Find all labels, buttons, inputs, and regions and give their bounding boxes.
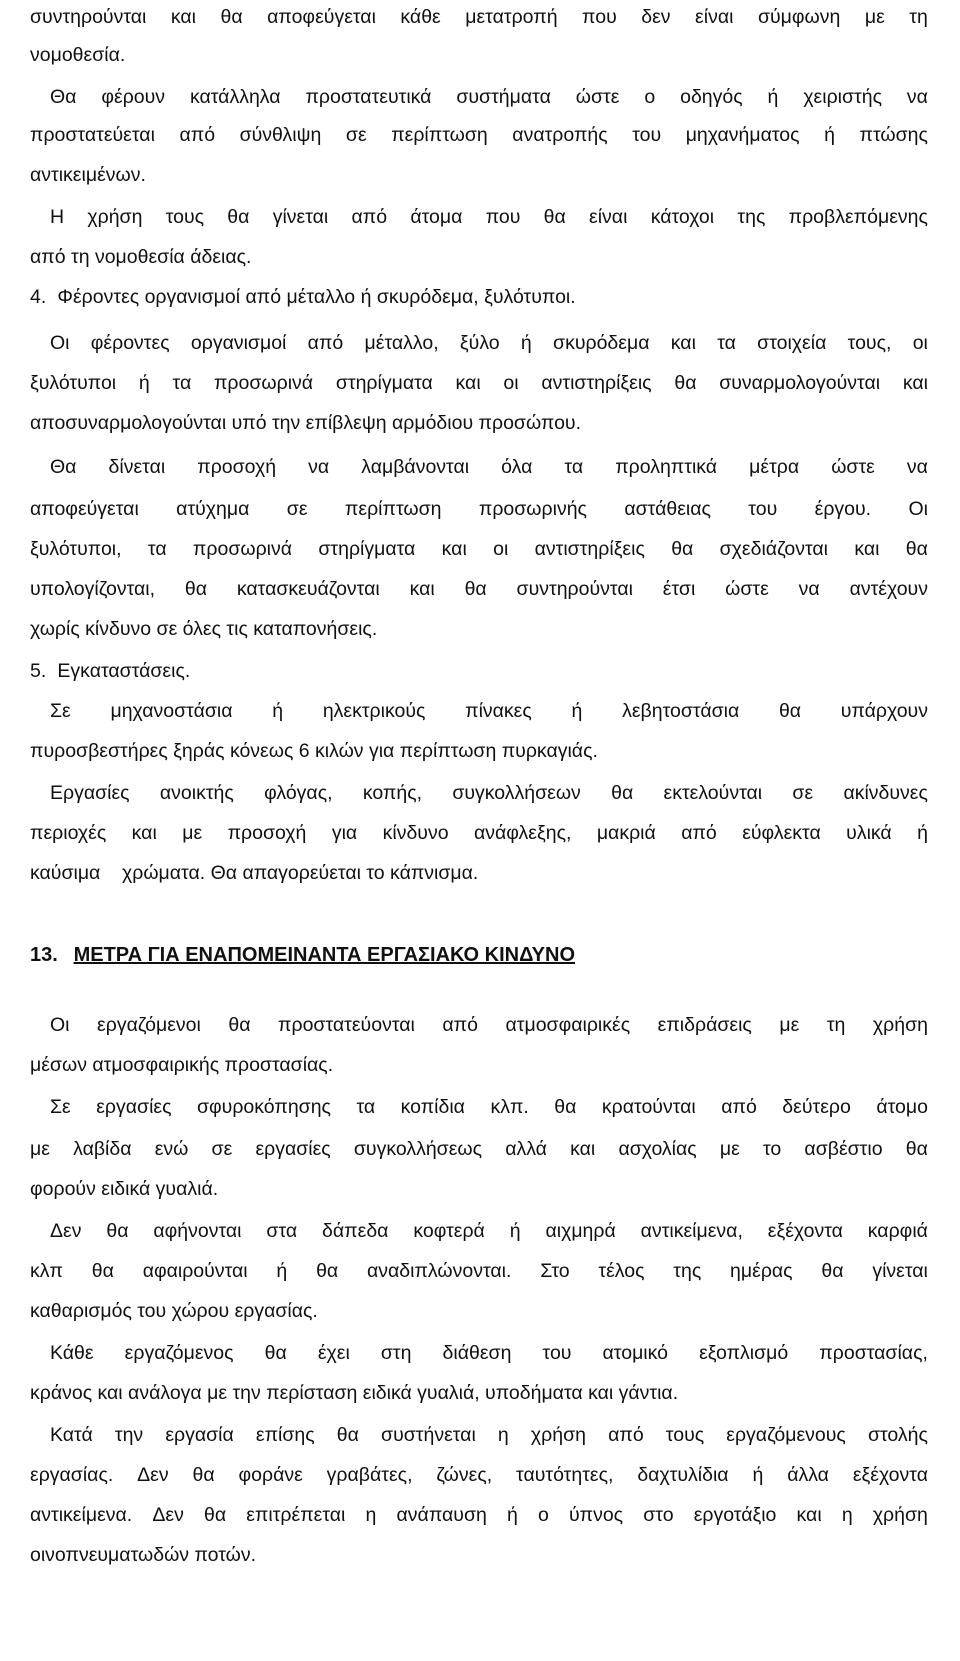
word: να <box>308 456 330 478</box>
word: εξέχοντα <box>767 1220 843 1242</box>
word: αφαιρούνται <box>142 1260 248 1282</box>
word: Δεν <box>137 1464 169 1486</box>
word: ανοικτής <box>159 782 234 804</box>
paragraph-line <box>50 1420 928 1450</box>
word: προσωρινά <box>192 538 293 560</box>
paragraph-line <box>30 1460 928 1490</box>
word: θα <box>674 372 697 394</box>
word: ξύλο <box>459 332 500 354</box>
word: είναι <box>589 206 628 228</box>
word: θα <box>203 1504 227 1526</box>
word: σε <box>792 782 814 804</box>
word: καρφιά <box>867 1220 928 1242</box>
word: θα <box>821 1260 844 1282</box>
word: του <box>632 124 662 146</box>
word: Δεν <box>152 1504 184 1526</box>
word: αντέχουν <box>849 578 928 600</box>
word: θα <box>106 1220 129 1242</box>
word: ύπνος <box>568 1504 624 1526</box>
word: ή <box>138 372 150 394</box>
word: ημέρας <box>730 1260 793 1282</box>
word: κρατούνται <box>601 1096 696 1118</box>
word: μετατροπή <box>465 6 558 28</box>
word: γίνεται <box>272 206 329 228</box>
word: από <box>442 1014 478 1036</box>
word: ή <box>509 1220 521 1242</box>
paragraph-line <box>50 202 928 232</box>
word: από <box>351 206 388 228</box>
word: αναδιπλώνονται. <box>366 1260 512 1282</box>
word: από <box>307 332 344 354</box>
word: με <box>30 1138 50 1160</box>
word: τα <box>172 372 192 394</box>
word: χρήση <box>872 1504 928 1526</box>
paragraph-line: νομοθεσία. <box>30 44 126 66</box>
word: ή <box>520 332 532 354</box>
word: λαβίδα <box>73 1138 132 1160</box>
word: από <box>179 124 216 146</box>
word: γραβάτες, <box>326 1464 413 1486</box>
word: επίσης <box>255 1424 315 1446</box>
paragraph-line <box>50 778 928 808</box>
word: φλόγας, <box>264 782 333 804</box>
word: κλπ <box>30 1260 63 1282</box>
word: συναρμολογούνται <box>719 372 881 394</box>
word: οι <box>912 332 928 354</box>
word: θα <box>778 700 802 722</box>
word: προβλεπόμενης <box>788 206 928 228</box>
paragraph-line <box>30 368 928 398</box>
word: το <box>762 1138 782 1160</box>
word: με <box>779 1014 800 1036</box>
word: και <box>455 372 481 394</box>
word: της <box>673 1260 702 1282</box>
word: τη <box>826 1014 846 1036</box>
word: Σε <box>50 700 71 722</box>
word: κοπίδια <box>400 1096 465 1118</box>
word: θα <box>316 1260 339 1282</box>
word: θα <box>464 578 487 600</box>
word: τέλος <box>598 1260 645 1282</box>
word: οργανισμοί <box>190 332 287 354</box>
word: ανάπαυση <box>396 1504 487 1526</box>
word: Κατά <box>50 1424 93 1446</box>
word: κατάλληλα <box>189 86 281 108</box>
word: ατύχημα <box>176 498 250 520</box>
word: στολής <box>867 1424 928 1446</box>
word: μηχανήματος <box>685 124 800 146</box>
word: εργασίες <box>96 1096 172 1118</box>
word: αντικείμενα, <box>640 1220 743 1242</box>
word: ή <box>752 1464 764 1486</box>
word: ή <box>824 124 835 146</box>
word: προσωρινά <box>213 372 314 394</box>
word: μηχανοστάσια <box>110 700 233 722</box>
word: ώστε <box>831 456 875 478</box>
word: ακίνδυνες <box>843 782 928 804</box>
word: θα <box>228 1014 251 1036</box>
word: λεβητοστάσια <box>622 700 740 722</box>
word: ο <box>537 1504 549 1526</box>
paragraph-line <box>30 494 928 524</box>
word: για <box>331 822 358 844</box>
word: αιχμηρά <box>545 1220 616 1242</box>
word: ενώ <box>154 1138 189 1160</box>
word: αποφεύγεται <box>267 6 376 28</box>
word: δεν <box>641 6 671 28</box>
word: σκυρόδεμα <box>553 332 650 354</box>
paragraph-line <box>30 1500 928 1530</box>
paragraph-line: καθαρισμός του χώρου εργασίας. <box>30 1300 318 1322</box>
word: όλα <box>501 456 533 478</box>
word: κίνδυνο <box>382 822 449 844</box>
word: προσωρινής <box>478 498 587 520</box>
paragraph-line: φορούν ειδικά γυαλιά. <box>30 1178 219 1200</box>
word: φέροντες <box>90 332 170 354</box>
word: ανάφλεξης, <box>473 822 572 844</box>
word: υπάρχουν <box>840 700 928 722</box>
word: σε <box>286 498 308 520</box>
list-item-heading <box>30 282 928 312</box>
word: θα <box>554 1096 577 1118</box>
word: ξυλότυποι, <box>30 538 122 560</box>
word: ή <box>767 86 779 108</box>
word: και <box>441 538 467 560</box>
paragraph-line <box>30 818 928 848</box>
word: θα <box>184 578 208 600</box>
word: προστασίας, <box>819 1342 928 1364</box>
word: στηρίγματα <box>318 538 416 560</box>
word: χειριστής <box>803 86 882 108</box>
word: χρήση <box>872 1014 928 1036</box>
paragraph-line <box>50 452 928 482</box>
word: τη <box>909 6 928 28</box>
word: προσοχή <box>227 822 307 844</box>
word: έτσι <box>662 578 696 600</box>
word: κατασκευάζονται <box>236 578 380 600</box>
word: ο <box>644 86 656 108</box>
word: οδηγός <box>680 86 743 108</box>
word: Σε <box>50 1096 71 1118</box>
word: η <box>497 1424 509 1446</box>
word: Οι <box>50 332 70 354</box>
word: στο <box>643 1504 674 1526</box>
word: κλπ. <box>490 1096 529 1118</box>
word: θα <box>91 1260 114 1282</box>
word: συστήνεται <box>381 1424 476 1446</box>
word: δαχτυλίδια <box>637 1464 729 1486</box>
word: και <box>854 538 880 560</box>
word: ζώνες, <box>436 1464 493 1486</box>
word: του <box>542 1342 572 1364</box>
word: γίνεται <box>872 1260 928 1282</box>
word: προστατευτικά <box>305 86 432 108</box>
word: δάπεδα <box>322 1220 389 1242</box>
word: της <box>737 206 766 228</box>
word: τους <box>165 206 205 228</box>
word: έχει <box>317 1342 350 1364</box>
word: ηλεκτρικούς <box>322 700 426 722</box>
word: αντιστηρίξεις <box>534 538 645 560</box>
word: συστήματα <box>456 86 551 108</box>
word: συντηρούνται <box>516 578 633 600</box>
word: δίνεται <box>108 456 166 478</box>
paragraph-line <box>30 2 928 32</box>
word: ή <box>571 700 583 722</box>
word: άλλα <box>787 1464 829 1486</box>
word: υλικά <box>846 822 892 844</box>
paragraph-line: μέσων ατμοσφαιρικής προστασίας. <box>30 1054 334 1076</box>
word: ατομικό <box>602 1342 669 1364</box>
paragraph-line: κράνος και ανάλογα με την περίσταση ειδικά γυαλιά, υποδήματα και γάντια. <box>30 1382 679 1404</box>
word: θα <box>336 1424 359 1446</box>
word: εργασία <box>165 1424 234 1446</box>
word: να <box>906 86 928 108</box>
word: με <box>182 822 203 844</box>
word: περιοχές <box>30 822 107 844</box>
word: και <box>570 1138 596 1160</box>
word: η <box>841 1504 853 1526</box>
word: προστατεύεται <box>30 124 155 146</box>
word: Κάθε <box>50 1342 94 1364</box>
word: με <box>864 6 885 28</box>
word: που <box>582 6 617 28</box>
word: θα <box>905 538 928 560</box>
paragraph-line <box>50 1092 928 1122</box>
word: διάθεση <box>442 1342 512 1364</box>
word: εργασίας. <box>30 1464 114 1486</box>
word: τα <box>564 456 584 478</box>
list-item-heading <box>30 656 928 686</box>
word: στη <box>380 1342 412 1364</box>
word: τους <box>665 1424 705 1446</box>
word: και <box>131 822 157 844</box>
word: και <box>902 372 928 394</box>
word: επιδράσεις <box>657 1014 752 1036</box>
word: έργου. <box>814 498 872 520</box>
word: ή <box>272 700 284 722</box>
word: στοιχεία <box>757 332 827 354</box>
word: συγκολλήσεως <box>353 1138 483 1160</box>
word: θα <box>220 6 243 28</box>
word: συγκολλήσεων <box>452 782 581 804</box>
word: ατμοσφαιρικές <box>505 1014 631 1036</box>
paragraph-line <box>30 574 928 604</box>
word: ή <box>506 1504 518 1526</box>
word: δεύτερο <box>782 1096 851 1118</box>
word: εκτελούνται <box>663 782 763 804</box>
word: εργαζόμενος <box>124 1342 234 1364</box>
paragraph-line: χωρίς κίνδυνο σε όλες τις καταπονήσεις. <box>30 618 378 640</box>
word: κοπής, <box>362 782 423 804</box>
word: του <box>748 498 778 520</box>
word: ασχολίας <box>618 1138 697 1160</box>
word: πίνακες <box>465 700 532 722</box>
paragraph-line <box>50 328 928 358</box>
word: προσοχή <box>197 456 277 478</box>
section-title: ΜΕΤΡΑ ΓΙΑ ΕΝΑΠΟΜΕΙΝΑΝΤΑ ΕΡΓΑΣΙΑΚΟ ΚΙΝΔΥΝΟ <box>73 944 576 966</box>
paragraph-line <box>50 1010 928 1040</box>
word: και <box>670 332 696 354</box>
section-number: 13. <box>30 944 58 966</box>
paragraph-line <box>30 1134 928 1164</box>
word: Οι <box>908 498 928 520</box>
word: κάθε <box>400 6 441 28</box>
word: σε <box>345 124 367 146</box>
word: ξυλότυποι <box>30 372 117 394</box>
word: η <box>365 1504 377 1526</box>
word: και <box>796 1504 822 1526</box>
word: αντιστηρίξεις <box>541 372 652 394</box>
word: από <box>721 1096 757 1118</box>
word: στηρίγματα <box>335 372 433 394</box>
paragraph-line <box>50 1338 928 1368</box>
word: Στο <box>540 1260 570 1282</box>
word: άτομο <box>876 1096 928 1118</box>
word: τα <box>147 538 167 560</box>
word: επιτρέπεται <box>246 1504 346 1526</box>
word: Η <box>50 206 65 228</box>
word: στα <box>266 1220 298 1242</box>
word: αστάθειας <box>624 498 711 520</box>
paragraph-line <box>50 1216 928 1246</box>
word: κάτοχοι <box>650 206 715 228</box>
word: μακριά <box>596 822 656 844</box>
word: συντηρούνται <box>30 6 147 28</box>
list-item-number: 5. <box>30 660 47 682</box>
word: θα <box>264 1342 287 1364</box>
word: και <box>170 6 197 28</box>
word: ώστε <box>725 578 769 600</box>
word: εξέχοντα <box>852 1464 928 1486</box>
paragraph-line: αποσυναρμολογούνται υπό την επίβλεψη αρμόδιου προσώπου. <box>30 412 582 434</box>
word: Θα <box>50 456 77 478</box>
paragraph-line <box>50 82 928 112</box>
word: Θα <box>50 86 77 108</box>
word: λαμβάνονται <box>361 456 470 478</box>
word: σφυροκόπησης <box>197 1096 331 1118</box>
paragraph-line <box>30 1256 928 1286</box>
word: από <box>681 822 717 844</box>
word: ή <box>276 1260 288 1282</box>
word: μέτρα <box>749 456 800 478</box>
word: εξοπλισμό <box>699 1342 789 1364</box>
word: ταυτότητες, <box>516 1464 614 1486</box>
word: περίπτωση <box>344 498 442 520</box>
word: τα <box>717 332 736 354</box>
word: να <box>798 578 820 600</box>
word: οι <box>493 538 509 560</box>
word: αφήνονται <box>153 1220 242 1242</box>
list-item-number: 4. <box>30 286 47 308</box>
word: θα <box>227 206 250 228</box>
word: θα <box>905 1138 928 1160</box>
word: Εργασίες <box>50 782 130 804</box>
word: ασβέστιο <box>804 1138 883 1160</box>
word: να <box>906 456 928 478</box>
paragraph-line: πυροσβεστήρες ξηράς κόνεως 6 κιλών για περίπτωση πυρκαγιάς. <box>30 740 598 762</box>
word: περίπτωση <box>391 124 488 146</box>
word: ανατροπής <box>512 124 608 146</box>
word: εργαζόμενοι <box>97 1014 201 1036</box>
word: κοφτερά <box>413 1220 485 1242</box>
word: τα <box>356 1096 376 1118</box>
word: εργαζόμενους <box>726 1424 846 1446</box>
word: άτομα <box>410 206 463 228</box>
word: προστατεύονται <box>278 1014 415 1036</box>
word: σε <box>211 1138 233 1160</box>
word: ή <box>917 822 928 844</box>
word: θα <box>611 782 634 804</box>
list-item-title: Εγκαταστάσεις. <box>57 660 191 682</box>
word: πτώσης <box>859 124 928 146</box>
word: Οι <box>50 1014 70 1036</box>
word: σύνθλιψη <box>239 124 322 146</box>
section-heading <box>30 940 928 970</box>
word: και <box>409 578 435 600</box>
word: που <box>485 206 521 228</box>
word: Δεν <box>50 1220 82 1242</box>
list-item-title: Φέροντες οργανισμοί από μέταλλο ή σκυρόδεμα, ξυλότυποι. <box>57 286 576 308</box>
word: ώστε <box>575 86 620 108</box>
word: εύφλεκτα <box>742 822 821 844</box>
word: από <box>608 1424 644 1446</box>
word: προληπτικά <box>615 456 718 478</box>
word: οι <box>503 372 519 394</box>
word: θα <box>671 538 694 560</box>
word: θα <box>192 1464 215 1486</box>
paragraph-line <box>50 696 928 726</box>
paragraph-line: αντικειμένων. <box>30 164 146 186</box>
word: σύμφωνη <box>757 6 841 28</box>
word: χρήση <box>530 1424 586 1446</box>
word: τους, <box>847 332 892 354</box>
paragraph-line <box>30 534 928 564</box>
word: θα <box>543 206 566 228</box>
paragraph-line: καύσιμα χρώματα. Θα απαγορεύεται το κάπνισμα. <box>30 862 479 884</box>
word: την <box>114 1424 144 1446</box>
word: αλλά <box>505 1138 547 1160</box>
word: σχεδιάζονται <box>719 538 828 560</box>
word: φέρουν <box>101 86 166 108</box>
word: μέταλλο, <box>364 332 439 354</box>
word: με <box>719 1138 740 1160</box>
word: εργοτάξιο <box>693 1504 777 1526</box>
word: χρήση <box>87 206 143 228</box>
paragraph-line <box>30 120 928 150</box>
word: φοράνε <box>238 1464 303 1486</box>
word: εργασίες <box>255 1138 331 1160</box>
word: υπολογίζονται, <box>30 578 156 600</box>
paragraph-line: από τη νομοθεσία άδειας. <box>30 246 252 268</box>
word: αποφεύγεται <box>30 498 139 520</box>
word: αντικείμενα. <box>30 1504 133 1526</box>
word: είναι <box>695 6 734 28</box>
paragraph-line: οινοπνευματωδών ποτών. <box>30 1544 257 1566</box>
